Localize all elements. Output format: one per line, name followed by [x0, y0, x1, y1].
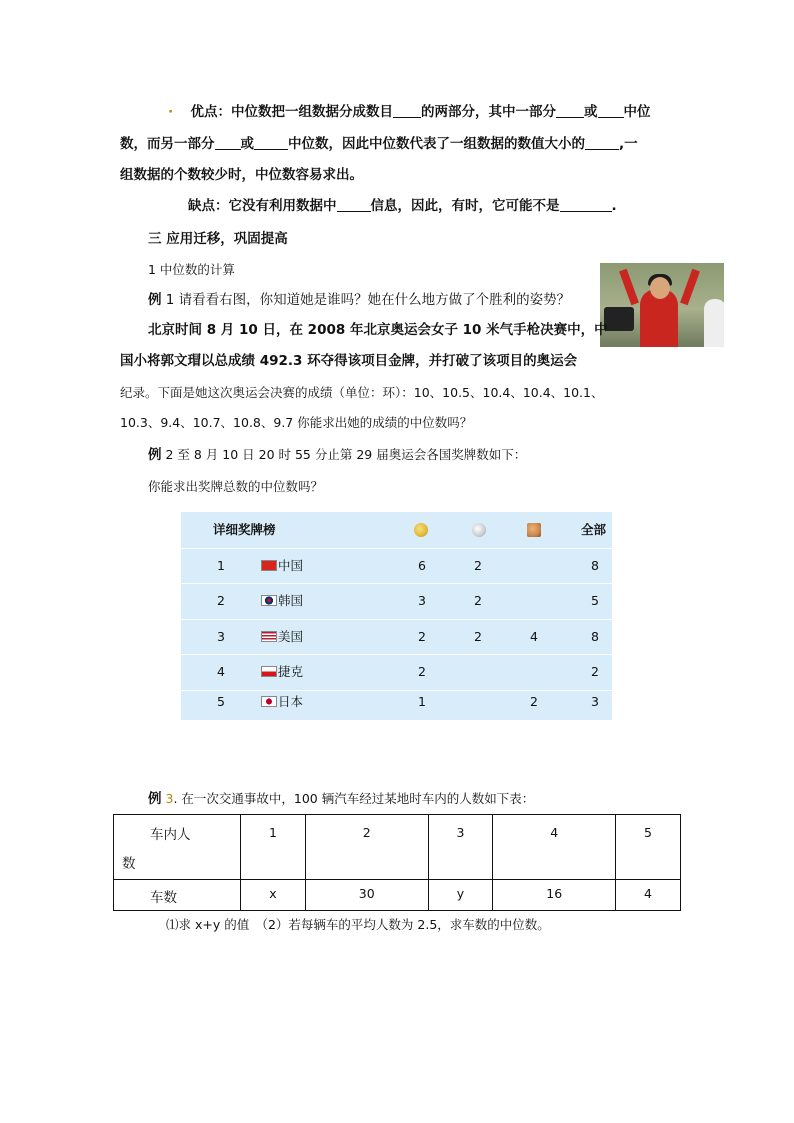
- section-heading: 三 应用迁移，巩固提高: [148, 231, 288, 247]
- advantages-line-1: · 优点：中位数把一组数据分成数目 的两部分，其中一部分 或 中位: [168, 104, 651, 120]
- example-2-question: 例 2 至 8 月 10 日 20 时 55 分止第 29 届奥运会各国奖牌数如下：: [148, 447, 527, 463]
- blank: [215, 135, 241, 150]
- bullet-dot: ·: [168, 104, 174, 120]
- medal-table: [181, 512, 612, 720]
- gold-medal-icon: [414, 523, 428, 537]
- blank: [556, 103, 584, 118]
- traffic-table: [113, 814, 681, 911]
- usa-flag-icon: [261, 631, 277, 642]
- advantages-line-2: 数，而另一部分 或 中位数，因此中位数代表了一组数据的数值大小的 ,一: [120, 136, 638, 152]
- disadvantages-line: 缺点：它没有利用数据中 信息，因此，有时，它可能不是 .: [188, 198, 617, 214]
- example-3-question: 例 3. 在一次交通事故中，100 辆汽车经过某地时车内的人数如下表：: [148, 791, 535, 807]
- silver-medal-icon: [472, 523, 486, 537]
- blank: [560, 197, 612, 212]
- athlete-photo: [600, 263, 724, 347]
- medal-table-header: 详细奖牌榜 全部: [213, 522, 607, 537]
- blank: [598, 103, 624, 118]
- table-row: 车数 x 30 y 16 4: [114, 880, 681, 911]
- example-1-paragraph-3: 纪录。下面是她这次奥运会决赛的成绩（单位：环）：10、10.5、10.4、10.4、10.1、: [120, 385, 604, 400]
- table-row: 5 日本 1 2 3: [217, 694, 599, 709]
- blank: [254, 135, 288, 150]
- example-3-subquestions: ⑴求 x+y 的值 （2）若每辆车的平均人数为 2.5，求车数的中位数。: [166, 917, 550, 932]
- blank: [585, 135, 619, 150]
- korea-flag-icon: [261, 595, 277, 606]
- example-1-question: 例 1 请看看右图，你知道她是谁吗？她在什么地方做了个胜利的姿势？: [148, 292, 571, 308]
- subheading-median-calc: 1 中位数的计算: [148, 262, 235, 277]
- people-label-cell: 车内人 数: [114, 815, 241, 880]
- advantages-line-3: 组数据的个数较少时，中位数容易求出。: [120, 167, 363, 183]
- example-1-paragraph-4: 10.3、9.4、10.7、10.8、9.7 你能求出她的成绩的中位数吗？: [120, 415, 473, 430]
- blank: [393, 103, 421, 118]
- bronze-medal-icon: [527, 523, 541, 537]
- example-1-paragraph-1: 北京时间 8 月 10 日，在 2008 年北京奥运会女子 10 米气手枪决赛中，中: [148, 322, 608, 338]
- czech-flag-icon: [261, 666, 277, 677]
- china-flag-icon: [261, 560, 277, 571]
- table-row: 3 美国 2 2 4 8: [217, 629, 599, 644]
- japan-flag-icon: [261, 696, 277, 707]
- example-1-paragraph-2: 国小将郭文瑁以总成绩 492.3 环夺得该项目金牌，并打破了该项目的奥运会: [120, 353, 578, 369]
- table-row: 2 韩国 3 2 5: [217, 593, 599, 608]
- example-2-prompt: 你能求出奖牌总数的中位数吗？: [148, 479, 324, 494]
- table-row: 1 中国 6 2 8: [217, 558, 599, 573]
- table-row: 车内人 数 1 2 3 4 5: [114, 815, 681, 880]
- table-row: 4 捷克 2 2: [217, 664, 599, 679]
- blank: [337, 197, 371, 212]
